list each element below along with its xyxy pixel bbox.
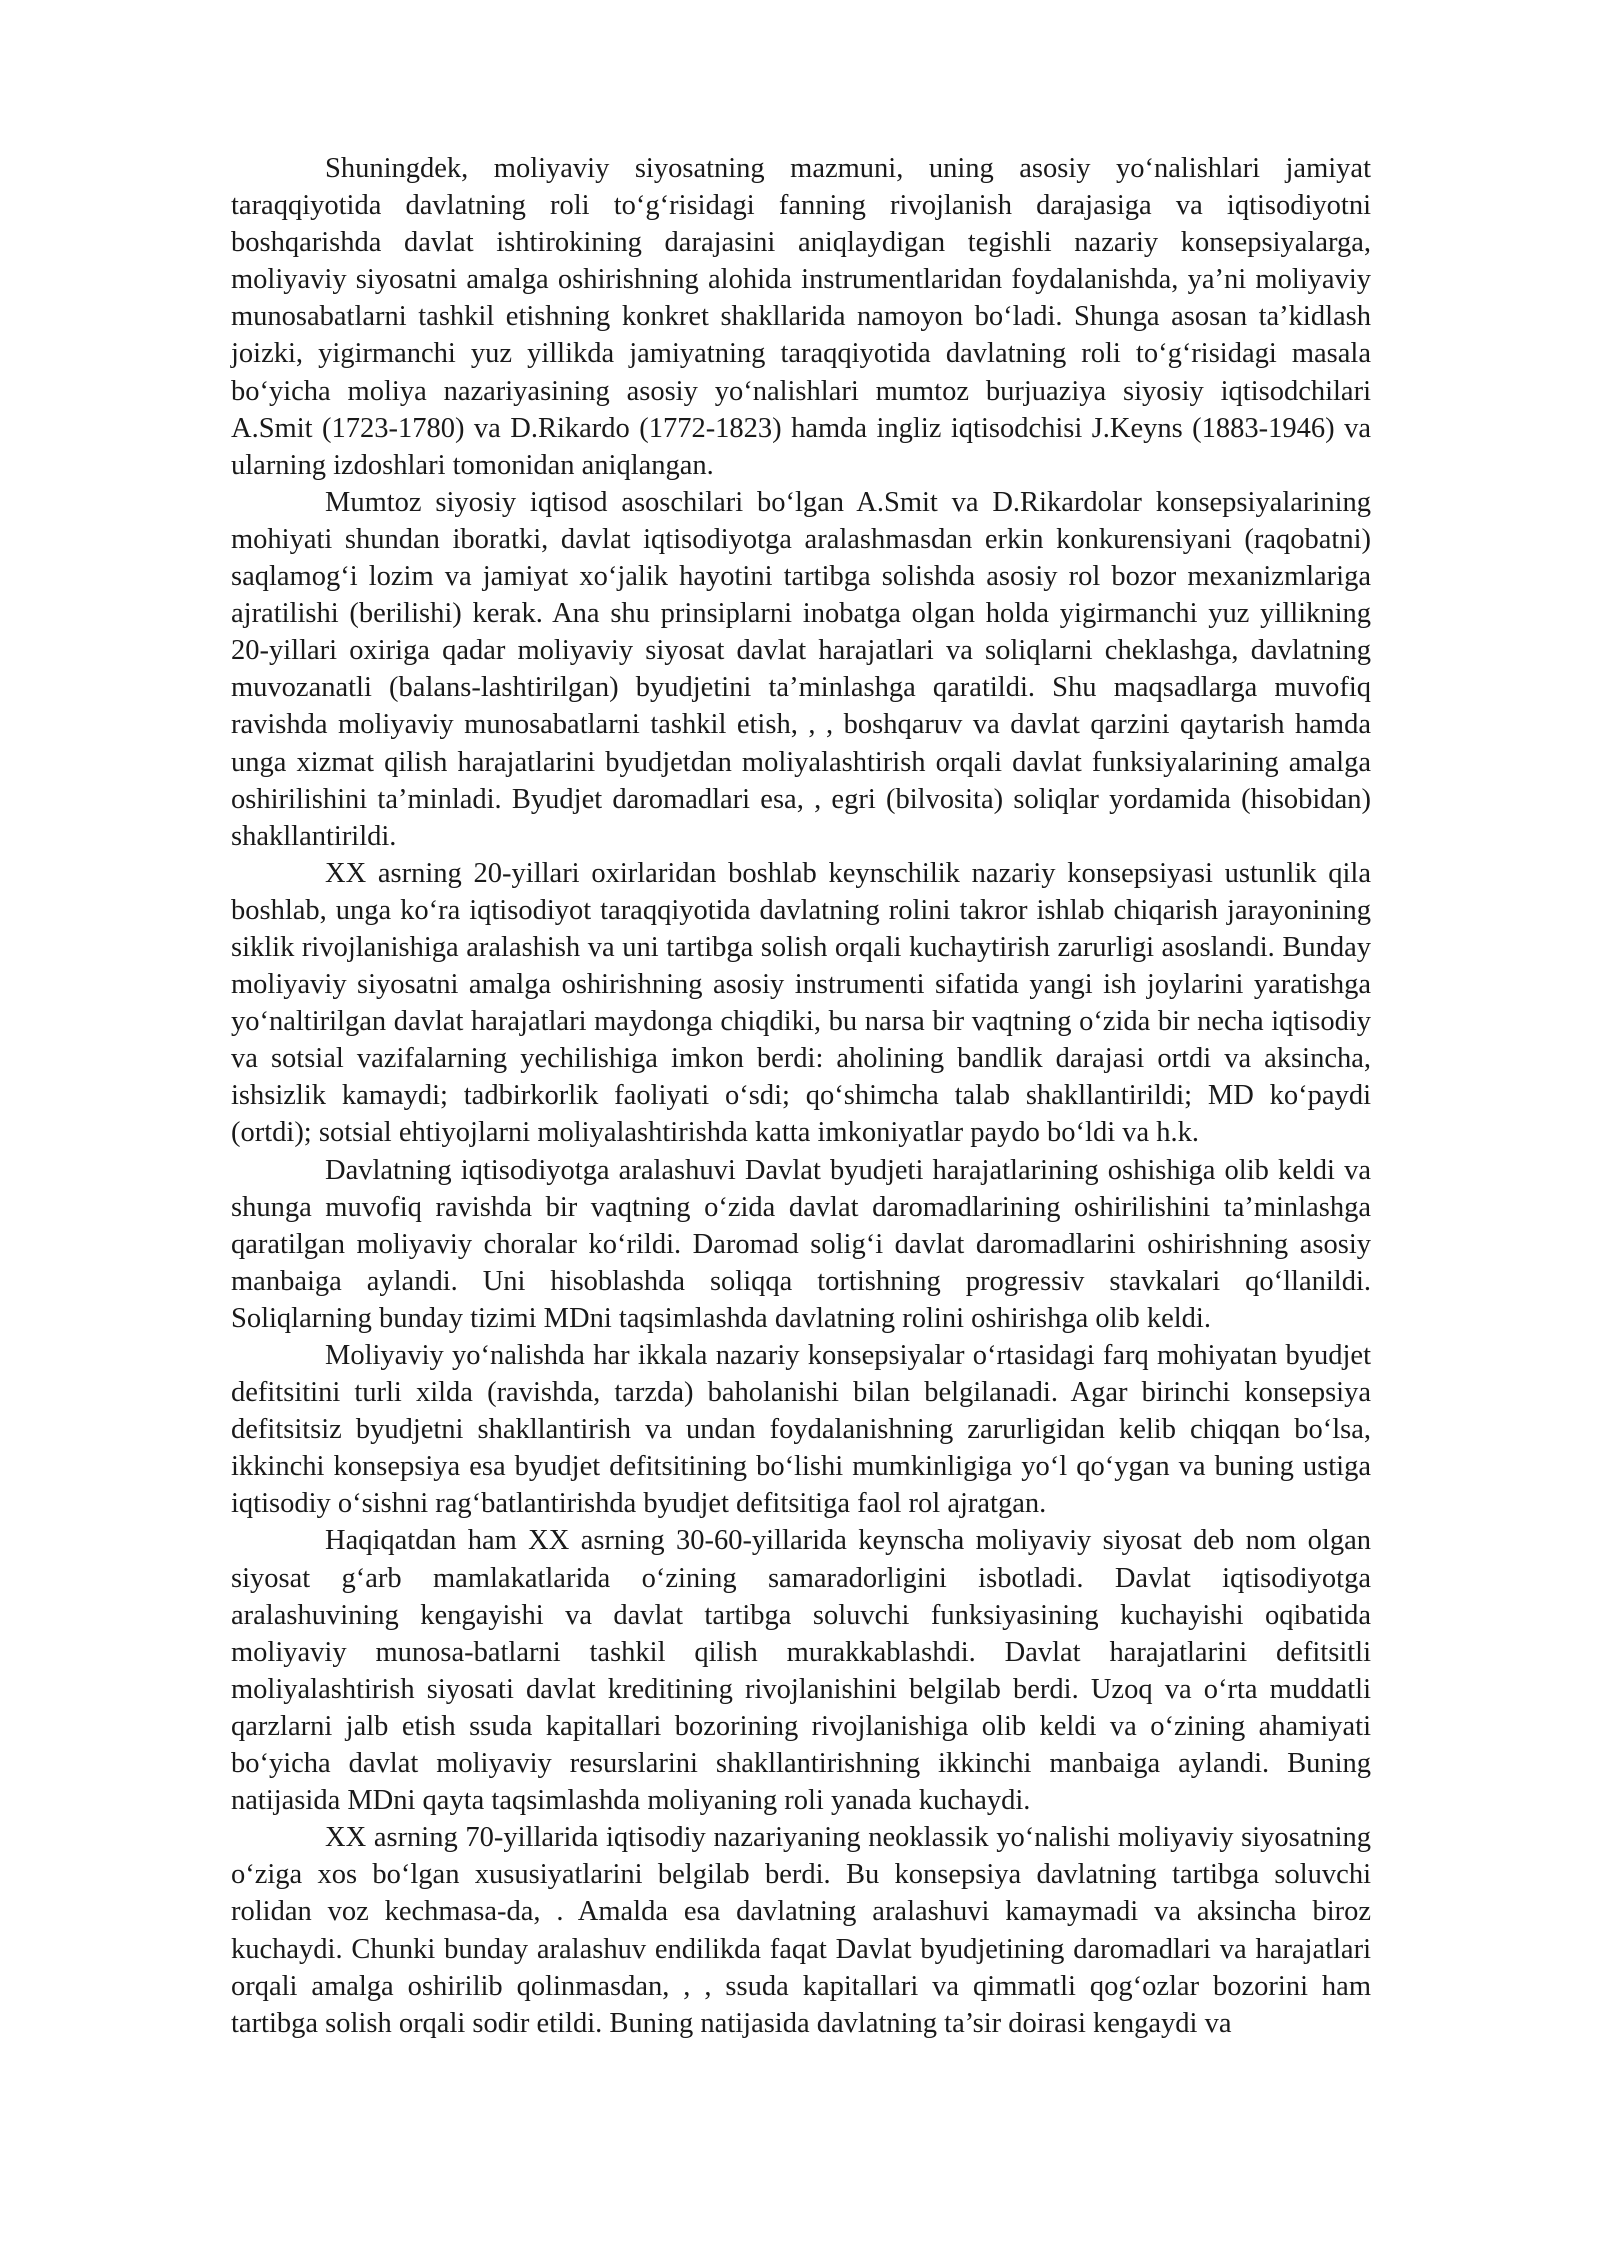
document-page (231, 150, 1371, 2042)
paragraph: Mumtoz siyosiy iqtisod asoschilari bo‘lgan A.Smit va D.Rikardolar konsepsiyalarining mohiyati shundan iboratki, davlat iqtisodiyotga aralashmasdan erkin konkurensiyani (raqobatni) saqlamog‘i lozim va jamiyat xo‘jalik hayotini tartibga solishda asosiy rol bozor mexanizmlariga ajratilishi (berilishi) kerak. Ana shu prinsiplarni inobatga olgan holda yigirmanchi yuz yillikning 20-yillari oxiriga qadar moliyaviy siyosat davlat harajatlari va soliqlarni cheklashga, davlatning muvozanatli (balans-lashtirilgan) byudjetini ta’minlashga qaratildi. Shu maqsadlarga muvofiq ravishda moliyaviy munosabatlarni tashkil etish, , , boshqaruv va davlat qarzini qaytarish hamda unga xizmat qilish harajatlarini byudjetdan moliyalashtirish orqali davlat funksiyalarining amalga oshirilishini ta’minladi. Byudjet daromadlari esa, , egri (bilvosita) soliqlar yordamida (hisobidan) shakllantirildi. (231, 486, 1371, 852)
paragraph: Moliyaviy yo‘nalishda har ikkala nazariy konsepsiyalar o‘rtasidagi farq mohiyatan byudjet defitsitini turli xilda (ravishda, tarzda) baholanishi bilan belgilanadi. Agar birinchi konsepsiya defitsitsiz byudjetni shakllantirish va undan foydalanishning zarurligidan kelib chiqqan bo‘lsa, ikkinchi konsepsiya esa byudjet defitsitining bo‘lishi mumkinligiga yo‘l qo‘ygan va buning ustiga iqtisodiy o‘sishni rag‘batlantirishda byudjet defitsitiga faol rol ajratgan. (231, 1340, 1371, 1520)
paragraph: Haqiqatdan ham XX asrning 30-60-yillarida keynscha moliyaviy siyosat deb nom olgan siyosat g‘arb mamlakatlarida o‘zining samaradorligini isbotladi. Davlat iqtisodiyotga aralashuvining kengayishi va davlat tartibga soluvchi funksiyasining kuchayishi oqibatida moliyaviy munosa-batlarni tashkil qilish murakkablashdi. Davlat harajatlarini defitsitli moliyalashtirish siyosati davlat kreditining rivojlanishini belgilab berdi. Uzoq va o‘rta muddatli qarzlarni jalb etish ssuda kapitallari bozorining rivojlanishiga olib keldi va o‘zining ahamiyati bo‘yicha davlat moliyaviy resurslarini shakllantirishning ikkinchi manbaiga aylandi. Buning natijasida MDni qayta taqsimlashda moliyaning roli yanada kuchaydi. (231, 1525, 1371, 1817)
paragraph: XX asrning 20-yillari oxirlaridan boshlab keynschilik nazariy konsepsiyasi ustunlik qila boshlab, unga ko‘ra iqtisodiyot taraqqiyotida davlatning rolini takror ishlab chiqarish jarayonining siklik rivojlanishiga aralashish va uni tartibga solish orqali kuchaytirish zarurligi asoslandi. Bunday moliyaviy siyosatni amalga oshirishning asosiy instrumenti sifatida yangi ish joylarini yaratishga yo‘naltirilgan davlat harajatlari maydonga chiqdiki, bu narsa bir vaqtning o‘zida bir necha iqtisodiy va sotsial vazifalarning yechilishiga imkon berdi: aholining bandlik darajasi ortdi va aksincha, ishsizlik kamaydi; tadbirkorlik faoliyati o‘sdi; qo‘shimcha talab shakllantirildi; MD ko‘paydi (ortdi); sotsial ehtiyojlarni moliyalashtirishda katta imkoniyatlar paydo bo‘ldi va h.k. (231, 857, 1371, 1149)
paragraph: Davlatning iqtisodiyotga aralashuvi Davlat byudjeti harajatlarining oshishiga olib keldi va shunga muvofiq ravishda bir vaqtning o‘zida davlat daromadlarining oshirilishini ta’minlashga qaratilgan moliyaviy choralar ko‘rildi. Daromad solig‘i davlat daromadlarini oshirishning asosiy manbaiga aylandi. Uni hisoblashda soliqqa tortishning progressiv stavkalari qo‘llanildi. Soliqlarning bunday tizimi MDni taqsimlashda davlatning rolini oshirishga olib keldi. (231, 1154, 1371, 1334)
paragraph: XX asrning 70-yillarida iqtisodiy nazariyaning neoklassik yo‘nalishi moliyaviy siyosatning o‘ziga xos bo‘lgan xususiyatlarini belgilab berdi. Bu konsepsiya davlatning tartibga soluvchi rolidan voz kechmasa-da, . Amalda esa davlatning aralashuvi kamaymadi va aksincha biroz kuchaydi. Chunki bunday aralashuv endilikda faqat Davlat byudjetining daromadlari va harajatlari orqali amalga oshirilib qolinmasdan, , , ssuda kapitallari va qimmatli qog‘ozlar bozorini ham tartibga solish orqali sodir etildi. Buning natijasida davlatning ta’sir doirasi kengaydi va (231, 1822, 1371, 2039)
paragraph: Shuningdek, moliyaviy siyosatning mazmuni, uning asosiy yo‘nalishlari jamiyat taraqqiyotida davlatning roli to‘g‘risidagi fanning rivojlanish darajasiga va iqtisodiyotni boshqarishda davlat ishtirokining darajasini aniqlaydigan tegishli nazariy konsepsiyalarga, moliyaviy siyosatni amalga oshirishning alohida instrumentlaridan foydalanishda, ya’ni moliyaviy munosabatlarni tashkil etishning konkret shakllarida namoyon bo‘ladi. Shunga asosan ta’kidlash joizki, yigirmanchi yuz yillikda jamiyatning taraqqiyotida davlatning roli to‘g‘risidagi masala bo‘yicha moliya nazariyasining asosiy yo‘nalishlari mumtoz burjuaziya siyosiy iqtisodchilari A.Smit (1723-1780) va D.Rikardo (1772-1823) hamda ingliz iqtisodchisi J.Keyns (1883-1946) va ularning izdoshlari tomonidan aniqlangan. (231, 153, 1371, 481)
